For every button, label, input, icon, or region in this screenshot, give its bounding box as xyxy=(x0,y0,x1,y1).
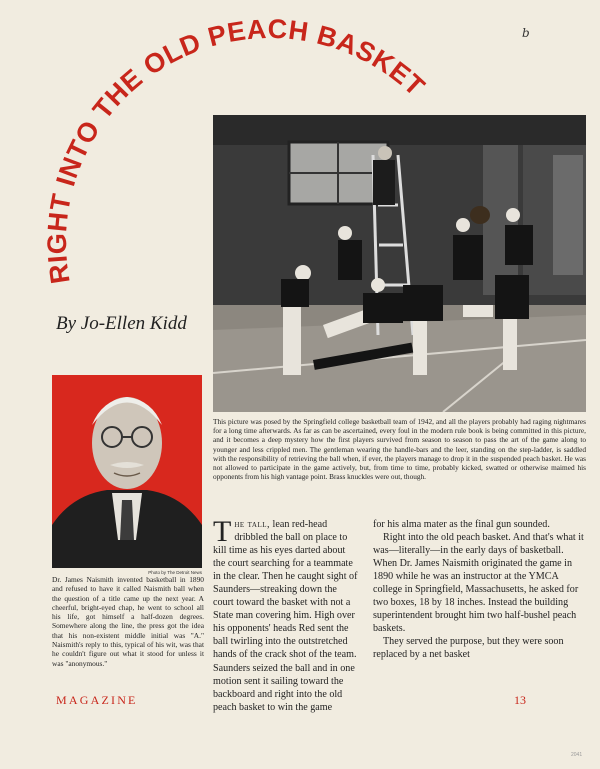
author-byline: By Jo-Ellen Kidd xyxy=(56,313,187,334)
archive-number: 2041 xyxy=(571,752,583,758)
photo-caption: This picture was posed by the Springfield college basketball team of 1942, and all the players probably had raging nightmares for a long time afterwards. As far as can be ascertained, every foul in the modern rule book is being committed in this picture, and it becomes a deep mystery how the first players survived from season to season to pass the art of the game along to younger and less crippled men. The gentleman wearing the handle-bars and the leer, standing on the step-ladder, is saddled with the responsibility of retrieving the ball when, if ever, the players manage to drop it in the suspended peach basket. He was not allowed to participate in the game actively, but, from time to time, probably kicked, swatted or otherwise maimed his opponents from his high vantage point. Brass knuckles were out, though. xyxy=(213,417,586,482)
article-body-column-2 xyxy=(373,518,586,662)
page-number: 13 xyxy=(514,693,526,707)
portrait-photo-credit: Photo by The Detroit News xyxy=(148,570,202,575)
body-paragraph: They served the purpose, but they were soon replaced by a net basket xyxy=(373,636,564,661)
article-title-text: RIGHT INTO THE OLD PEACH BASKET xyxy=(41,13,431,286)
article-body-column-1 xyxy=(213,515,360,714)
drop-cap: T xyxy=(213,515,232,548)
column-1-text: lean red-head dribbled the ball on place to kill time as his eyes darted about the court searching for a teammate in the clear. Then he caught sight of Saunders—streaking down the court toward the basket with not a State man covering him. High over his opponents' heads Red sent the ball twirling into the outstretched hands of the crack shot of the team. Saunders seized the ball and in one motion sent it sailing toward the backboard and right into the old peach basket to win the game xyxy=(213,519,358,713)
body-paragraph: for his alma mater as the final gun sounded. xyxy=(373,519,550,530)
portrait-caption: Dr. James Naismith invented basketball in 1890 and refused to have it called Naismith ball when the question of a title came up the next year. A cheerful, bright-eyed chap, he went to school all his life, got himself a half-dozen degrees. Somewhere along the line, the press got the idea that his non-existent middle initial was "A." Naismith's reply to this, typical of his wit, was that he couldn't figure out what it stood for unless it was "anonymous." xyxy=(52,575,204,668)
team-photo xyxy=(213,115,586,412)
body-paragraph: Right into the old peach basket. And that's what it was—literally—in the early days of basketball. When Dr. James Naismith originated the game in 1890 while he was an instructor at the YMCA college in Springfield, Massachusetts, he asked for two boxes, 18 by 18 inches. Instead the building superintendent brought him two half-bushel peach baskets. xyxy=(373,532,584,635)
naismith-portrait xyxy=(52,375,202,568)
magazine-footer-label: MAGAZINE xyxy=(56,693,138,707)
lead-smallcaps: he tall, xyxy=(234,519,271,530)
page-corner-mark: b xyxy=(522,26,530,40)
